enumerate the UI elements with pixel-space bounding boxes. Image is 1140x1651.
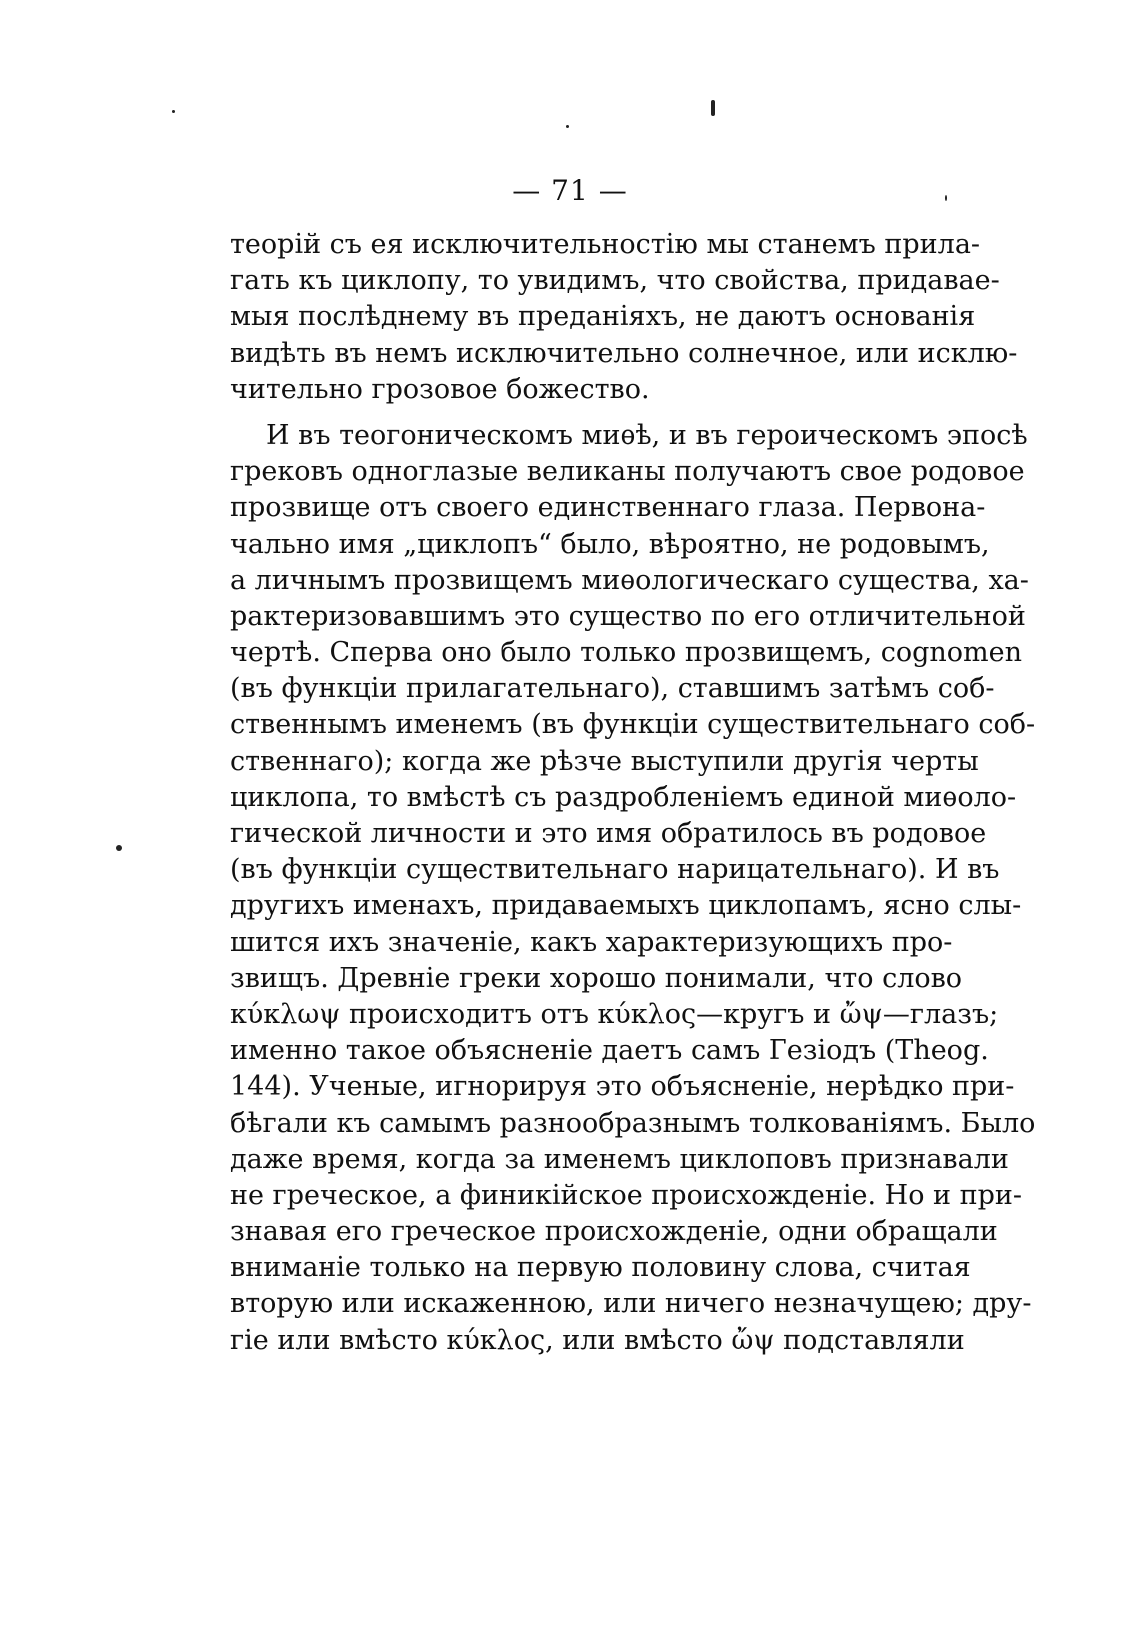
text-line: 144). Ученые, игнорируя это объясненіе, нерѣдко при-	[230, 1071, 1015, 1103]
text-line: знавая его греческое происхожденіе, одни обращали	[230, 1216, 998, 1248]
text-line: шится ихъ значеніе, какъ характеризующихъ про-	[230, 926, 953, 958]
text-line: мыя послѣднему въ преданіяхъ, не даютъ основанія	[230, 301, 976, 333]
text-line: гической личности и это имя обратилось въ родовое	[230, 818, 987, 849]
text-line: κύκλωψ происходитъ отъ κύκλος—кругъ и ὤψ—глазъ;	[230, 998, 999, 1030]
text-line: видѣть въ немъ исключительно солнечное, или исклю-	[230, 337, 1018, 369]
page-number: — 71 —	[512, 174, 628, 207]
text-line: И въ теогоническомъ миѳѣ, и въ героическомъ эпосѣ	[266, 419, 1028, 451]
scan-speck	[116, 845, 122, 851]
text-line: теорій съ ея исключительностію мы станемъ прила-	[230, 229, 981, 260]
text-line: (въ функціи существительнаго нарицательнаго). И въ	[230, 854, 1000, 886]
scan-speck	[945, 195, 947, 201]
paragraph-2	[230, 418, 1036, 1359]
text-line: не греческое, а финикійское происхожденіе. Но и при-	[230, 1179, 1023, 1211]
scan-speck	[172, 110, 175, 113]
body-text	[230, 227, 1036, 1359]
text-line: ственнымъ именемъ (въ функціи существительнаго соб-	[230, 709, 1036, 741]
paragraph-1	[230, 227, 1018, 408]
text-line: именно такое объясненіе даетъ самъ Гезіодъ (Theog.	[230, 1035, 989, 1067]
text-line: (въ функціи прилагательнаго), ставшимъ затѣмъ соб-	[230, 673, 995, 705]
text-line: чительно грозовое божество.	[230, 373, 650, 405]
scan-speck	[566, 125, 569, 128]
text-line: вниманіе только на первую половину слова, считая	[230, 1252, 971, 1284]
text-line: даже время, когда за именемъ циклоповъ признавали	[230, 1143, 1009, 1175]
text-line: грековъ одноглазые великаны получаютъ свое родовое	[230, 456, 1025, 488]
text-line: прозвище отъ своего единственнаго глаза. Первона-	[230, 492, 986, 524]
text-line: звищъ. Древніе греки хорошо понимали, что слово	[230, 962, 963, 994]
text-line: гать къ циклопу, то увидимъ, что свойства, придавае-	[230, 265, 1000, 297]
text-line: другихъ именахъ, придаваемыхъ циклопамъ, ясно слы-	[230, 890, 1022, 922]
text-line: ственнаго); когда же рѣзче выступили другія черты	[230, 745, 979, 777]
text-line: гіе или вмѣсто κύκλος, или вмѣсто ὤψ подставляли	[230, 1324, 965, 1356]
text-line: чально имя „циклопъ“ было, вѣроятно, не родовымъ,	[230, 528, 990, 560]
text-line: чертѣ. Сперва оно было только прозвищемъ, cognomen	[230, 637, 1023, 669]
text-line: а личнымъ прозвищемъ миѳологическаго существа, ха-	[230, 564, 1029, 596]
scan-speck	[711, 100, 715, 116]
text-line: вторую или искаженною, или ничего незначущею; дру-	[230, 1288, 1032, 1320]
text-line: бѣгали къ самымъ разнообразнымъ толкованіямъ. Было	[230, 1107, 1036, 1139]
text-line: циклопа, то вмѣстѣ съ раздробленіемъ единой миѳоло-	[230, 781, 1017, 813]
text-line: рактеризовавшимъ это существо по его отличительной	[230, 600, 1026, 632]
